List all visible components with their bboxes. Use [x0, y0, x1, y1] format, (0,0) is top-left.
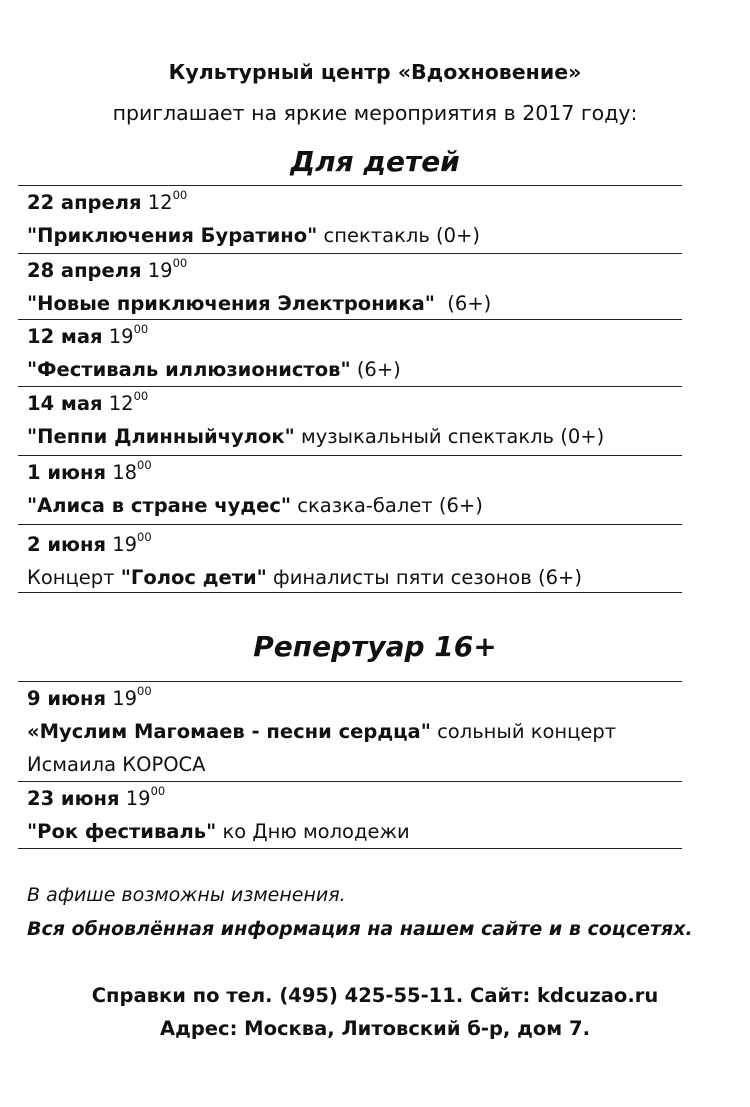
- event-7: 9 июня $19^{00}$ «Муслим Магомаев - песни сердца" сольный концерт Исмаила КОРОСА: [27, 682, 717, 781]
- event-date: 9 июня: [27, 687, 106, 710]
- divider: [18, 848, 682, 849]
- event-1: 22 апреля $12^{00}$ "Приключения Буратино" спектакль (0+): [27, 188, 480, 247]
- event-date: 22 апреля: [27, 191, 142, 214]
- event-title: "Фестиваль иллюзионистов": [27, 358, 351, 381]
- event-date: 12 мая: [27, 325, 103, 348]
- contact-phone-site: Справки по тел. (495) 425-55-11. Сайт: kdcuzao.ru: [91, 984, 659, 1007]
- event-title: «Муслим Магомаев - песни сердца": [27, 720, 431, 743]
- invite-line: приглашает на яркие мероприятия в 2017 году:: [112, 101, 638, 125]
- event-title: "Алиса в стране чудес": [27, 494, 292, 517]
- event-5: 1 июня $18^{00}$ "Алиса в стране чудес" сказка-балет (6+): [27, 458, 483, 517]
- event-4: 14 мая $12^{00}$ "Пеппи Длинныйчулок" музыкальный спектакль (0+): [27, 389, 605, 448]
- event-title: "Приключения Буратино": [27, 224, 318, 247]
- event-date: 1 июня: [27, 461, 106, 484]
- event-date: 23 июня: [27, 787, 120, 810]
- event-title: "Новые приключения Электроника": [27, 292, 435, 315]
- event-date: 14 мая: [27, 392, 103, 415]
- event-title: "Пеппи Длинныйчулок": [27, 425, 295, 448]
- updates-note: Вся обновлённая информация на нашем сайте и в соцсетях.: [27, 918, 693, 940]
- event-title: "Голос дети": [120, 566, 267, 589]
- org-title: Культурный центр «Вдохновение»: [168, 60, 582, 84]
- event-2: 28 апреля $19^{00}$ "Новые приключения Электроника" (6+): [27, 256, 492, 315]
- changes-note: В афише возможны изменения.: [27, 884, 346, 906]
- event-6: 2 июня $19^{00}$ Концерт "Голос дети" финалисты пяти сезонов (6+): [27, 530, 582, 589]
- event-performer: Исмаила КОРОСА: [27, 753, 206, 776]
- divider: [18, 524, 682, 525]
- event-title: "Рок фестиваль": [27, 820, 217, 843]
- event-date: 2 июня: [27, 533, 106, 556]
- section-title-16plus: Репертуар 16+: [253, 630, 497, 663]
- divider: [18, 592, 682, 593]
- event-date: 28 апреля: [27, 259, 142, 282]
- contact-address: Адрес: Москва, Литовский б-р, дом 7.: [160, 1017, 590, 1040]
- section-title-kids: Для детей: [290, 145, 460, 178]
- event-8: 23 июня $19^{00}$ "Рок фестиваль" ко Дню молодежи: [27, 784, 410, 843]
- event-3: 12 мая $19^{00}$ "Фестиваль иллюзионистов" (6+): [27, 322, 401, 381]
